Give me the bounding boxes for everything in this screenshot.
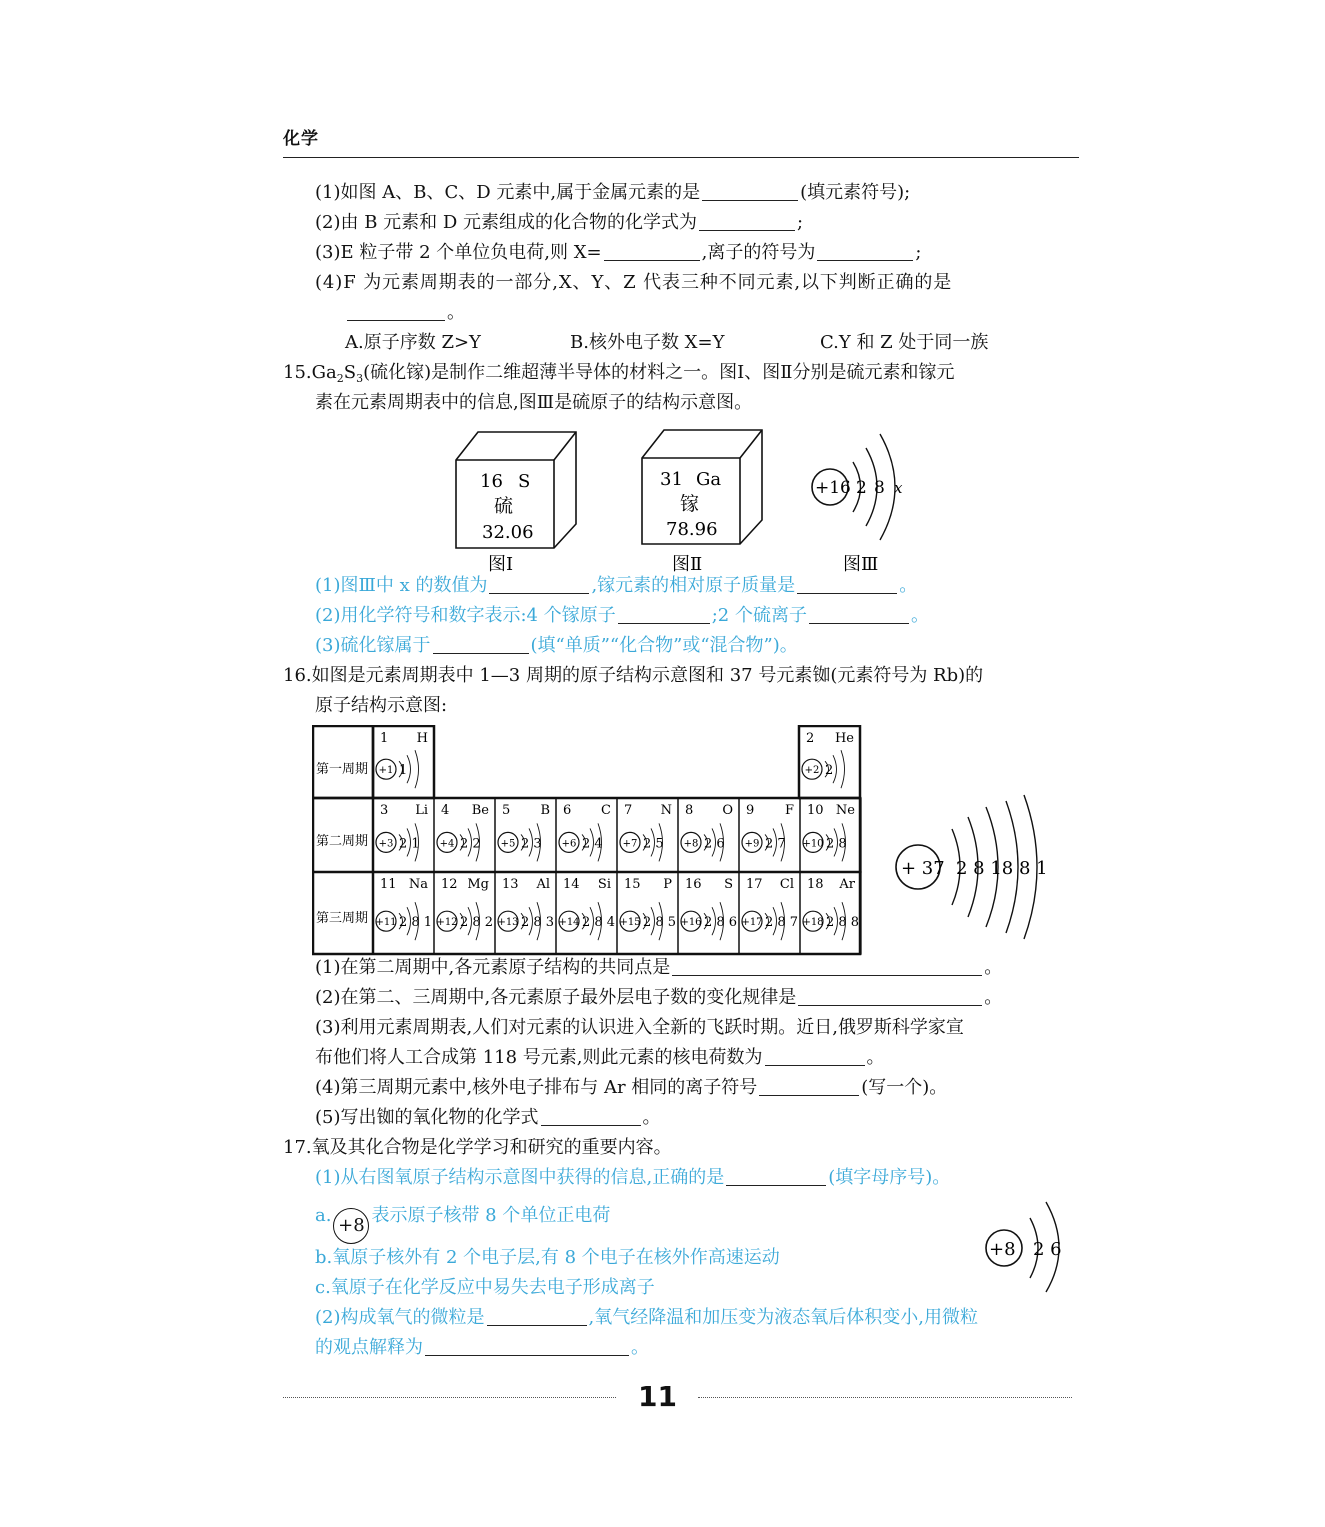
nucleus-charge: +8 [683,838,699,850]
header-divider [283,157,1079,158]
element-cell [434,872,495,954]
q15-part2: (2)用化学符号和数字表示:4 个镓原子 ;2 个硫离子 。 [315,605,929,626]
q17-part2-line1: (2)构成氧气的微粒是 ,氧气经降温和加压变为液态氧后体积变小,用微粒 [315,1307,978,1328]
nucleus-charge: +5 [500,838,516,850]
page-number: 11 [638,1380,677,1413]
element-symbol: H [416,731,428,746]
q16-stem-line2: 原子结构示意图: [315,695,448,716]
atomic-number: 13 [502,877,519,892]
electron-config: 2 8 2 [460,915,494,931]
q17-part2-line2: 的观点解释为 。 [315,1337,649,1358]
shell-1-electrons: 2 [856,478,867,498]
atomic-number: 8 [685,803,694,818]
element-symbol: B [540,803,550,818]
atomic-number: 10 [807,803,824,818]
element-symbol: F [784,803,794,818]
nucleus-charge: +4 [439,838,455,850]
q15-stem-line1: $15.Ga_2S_3$(硫化镓)是制作二维超薄半导体的材料之一。图Ⅰ、图Ⅱ分别是硫元素和镓元 [283,362,955,385]
footer-dotted-rule-right [698,1397,1072,1398]
answer-blank[interactable] [702,182,798,201]
sulfur-mass: 32.06 [482,522,534,543]
oxygen-nucleus-charge: +8 [989,1239,1016,1260]
nucleus-charge: +13 [497,917,519,929]
answer-blank[interactable] [618,605,710,624]
q14-part4-blank-line: 。 [345,300,465,326]
nucleus-charge: +18 [802,917,824,929]
electron-config: 2 7 [765,836,786,852]
element-cell [739,872,800,954]
q16-part3-line1: (3)利用元素周期表,人们对元素的认识进入全新的飞跃时期。近日,俄罗斯科学家宣 [315,1017,964,1038]
nucleus-charge: +2 [804,765,820,777]
q15-figures [450,422,920,581]
electron-config: 2 6 [704,836,725,852]
q14-option-b: B.核外电子数 X=Y [570,332,725,353]
element-symbol: O [722,803,733,818]
sulfur-number: 16 [480,471,503,492]
element-cell [800,798,861,872]
answer-blank[interactable] [797,575,897,594]
nucleus-charge: +7 [622,838,638,850]
nucleus-charge: +12 [436,917,458,929]
nucleus-charge: +11 [375,917,397,929]
atomic-number: 18 [807,877,824,892]
electron-config: 2 8 6 [704,915,738,931]
electron-config: 1 [399,763,408,779]
atomic-number: 2 [806,731,815,746]
subject-title: 化学 [283,129,319,149]
answer-blank[interactable] [541,1107,641,1126]
element-cell [802,731,854,788]
answer-blank[interactable] [817,242,913,261]
atomic-number: 16 [685,877,702,892]
answer-blank[interactable] [726,1167,826,1186]
q14-option-a: A.原子序数 Z>Y [345,332,481,353]
element-symbol: He [834,731,854,746]
element-cell [678,798,739,872]
q16-part4: (4)第三周期元素中,核外电子排布与 Ar 相同的离子符号 (写一个)。 [315,1077,948,1098]
element-symbol: N [660,803,672,818]
q16-part5: (5)写出铷的氧化物的化学式 。 [315,1107,661,1128]
figure2-caption: 图Ⅱ [672,554,703,575]
element-symbol: C [601,803,611,818]
element-symbol: Ne [835,803,855,818]
electron-config: 2 8 7 [765,915,799,931]
element-symbol: Mg [467,877,489,892]
q15-stem-line2: 素在元素周期表中的信息,图Ⅲ是硫原子的结构示意图。 [315,392,753,413]
element-cell [556,798,617,872]
nucleus-charge: +14 [558,917,580,929]
electron-config: 2 8 5 [643,915,677,931]
element-symbol: Na [408,877,428,892]
gallium-mass: 78.96 [666,519,718,540]
q14-part2: (2)由 B 元素和 D 元素组成的化合物的化学式为 ; [315,212,804,233]
element-cell [495,872,556,954]
answer-blank[interactable] [765,1047,865,1066]
element-cell [373,798,434,872]
answer-blank[interactable] [798,987,982,1006]
q14-part4: (4)F 为元素周期表的一部分,X、Y、Z 代表三种不同元素,以下判断正确的是 [315,272,953,293]
electron-config: 2 5 [643,836,664,852]
electron-config: 2 4 [582,836,603,852]
q14-option-c: C.Y 和 Z 处于同一族 [820,332,989,353]
gallium-name: 镓 [680,493,700,515]
answer-blank[interactable] [604,242,700,261]
electron-config: 2 2 [460,836,481,852]
nucleus-symbol: +8 [333,1208,369,1244]
q17-option-b: b.氧原子核外有 2 个电子层,有 8 个电子在核外作高速运动 [315,1247,780,1268]
q16-part2: (2)在第二、三周期中,各元素原子最外层电子数的变化规律是 。 [315,987,1003,1008]
nucleus-charge: +6 [561,838,577,850]
shell-arc [415,750,419,788]
atomic-number: 11 [380,877,397,892]
atomic-number: 7 [624,803,633,818]
answer-blank[interactable] [433,635,529,654]
element-cell [373,872,434,954]
periodic-table-figure [312,725,1052,961]
answer-blank[interactable] [672,957,982,976]
answer-blank[interactable] [699,212,795,231]
element-symbol: S [724,877,733,892]
shell-3-electrons: x [894,479,903,497]
q16-stem-line1: 16.如图是元素周期表中 1—3 周期的原子结构示意图和 37 号元素铷(元素符号为 Rb)的 [283,665,984,686]
element-cell [617,798,678,872]
electron-config: 2 8 3 [521,915,555,931]
rubidium-electrons: 2 8 18 8 1 [956,858,1048,879]
electron-config: 2 8 [826,836,847,852]
element-symbol: Al [536,877,550,892]
sulfur-nucleus-charge: +16 [815,478,851,498]
answer-blank[interactable] [759,1077,859,1096]
element-symbol: Si [597,877,611,892]
answer-blank[interactable] [487,1307,587,1326]
electron-config: 2 8 8 [826,915,860,931]
shell-2-electrons: 8 [874,478,885,498]
element-cell [495,798,556,872]
element-cell [434,798,495,872]
q15-part1: (1)图Ⅲ中 x 的数值为 ,镓元素的相对原子质量是 。 [315,575,918,596]
element-cell [376,731,428,788]
atomic-number: 3 [380,803,389,818]
nucleus-charge: +10 [802,838,824,850]
q14-part3: (3)E 粒子带 2 个单位负电荷,则 X= ,离子的符号为 ; [315,242,922,263]
q14-part1: (1)如图 A、B、C、D 元素中,属于金属元素的是 (填元素符号); [315,182,911,203]
atomic-number: 14 [563,877,580,892]
electron-config: 2 8 4 [582,915,616,931]
shell-arc [407,755,411,783]
electron-config: 2 1 [399,836,420,852]
nucleus-charge: +1 [378,765,394,777]
answer-blank[interactable] [425,1337,629,1356]
element-symbol: Li [415,803,428,818]
element-symbol: P [663,877,672,892]
nucleus-charge: +9 [744,838,760,850]
electron-config: 2 [825,763,834,779]
figure1-caption: 图Ⅰ [488,554,514,575]
q16-part1: (1)在第二周期中,各元素原子结构的共同点是 。 [315,957,1003,978]
q15-part3: (3)硫化镓属于 (填“单质”“化合物”或“混合物”)。 [315,635,798,656]
figure3-caption: 图Ⅲ [843,554,879,575]
element-cell [556,872,617,954]
footer-dotted-rule-left [283,1397,616,1398]
element-cell [800,872,861,954]
atomic-number: 17 [746,877,763,892]
element-symbol: Ar [839,877,855,892]
atomic-number: 5 [502,803,511,818]
gallium-number: 31 [660,469,683,490]
q17-option-c: c.氧原子在化学反应中易失去电子形成离子 [315,1277,655,1298]
atomic-number: 15 [624,877,641,892]
element-symbol: Cl [779,877,794,892]
nucleus-charge: +15 [619,917,641,929]
q17-option-a: a. +8 表示原子核带 8 个单位正电荷 [315,1203,610,1244]
nucleus-charge: +3 [378,838,394,850]
answer-blank[interactable] [347,302,445,321]
answer-blank[interactable] [489,575,589,594]
atomic-number: 6 [563,803,572,818]
sulfur-name: 硫 [494,495,514,517]
period-label-1: 第一周期 [316,762,369,777]
gallium-symbol: Ga [696,469,722,490]
element-cell [617,872,678,954]
period-label-3: 第三周期 [316,911,369,926]
element-symbol: Be [471,803,489,818]
atomic-number: 1 [380,731,389,746]
nucleus-charge: +17 [741,917,763,929]
q17-stem: 17.氧及其化合物是化学学习和研究的重要内容。 [283,1137,672,1158]
atomic-number: 9 [746,803,755,818]
q17-part1: (1)从右图氧原子结构示意图中获得的信息,正确的是 (填字母序号)。 [315,1167,951,1188]
electron-config: 2 8 1 [399,915,433,931]
nucleus-charge: +16 [680,917,702,929]
atomic-number: 4 [441,803,450,818]
rubidium-nucleus-charge: + 37 [901,858,945,879]
oxygen-atom-figure [978,1196,1078,1298]
oxygen-electrons: 2 6 [1033,1239,1062,1260]
electron-config: 2 3 [521,836,542,852]
element-cell [678,872,739,954]
period-label-2: 第二周期 [316,834,369,849]
sulfur-symbol: S [518,471,531,492]
answer-blank[interactable] [809,605,909,624]
atomic-number: 12 [441,877,458,892]
shell-arc [833,755,837,783]
shell-arc [841,750,845,788]
q16-part3-line2: 布他们将人工合成第 118 号元素,则此元素的核电荷数为 。 [315,1047,885,1068]
element-cell [739,798,800,872]
